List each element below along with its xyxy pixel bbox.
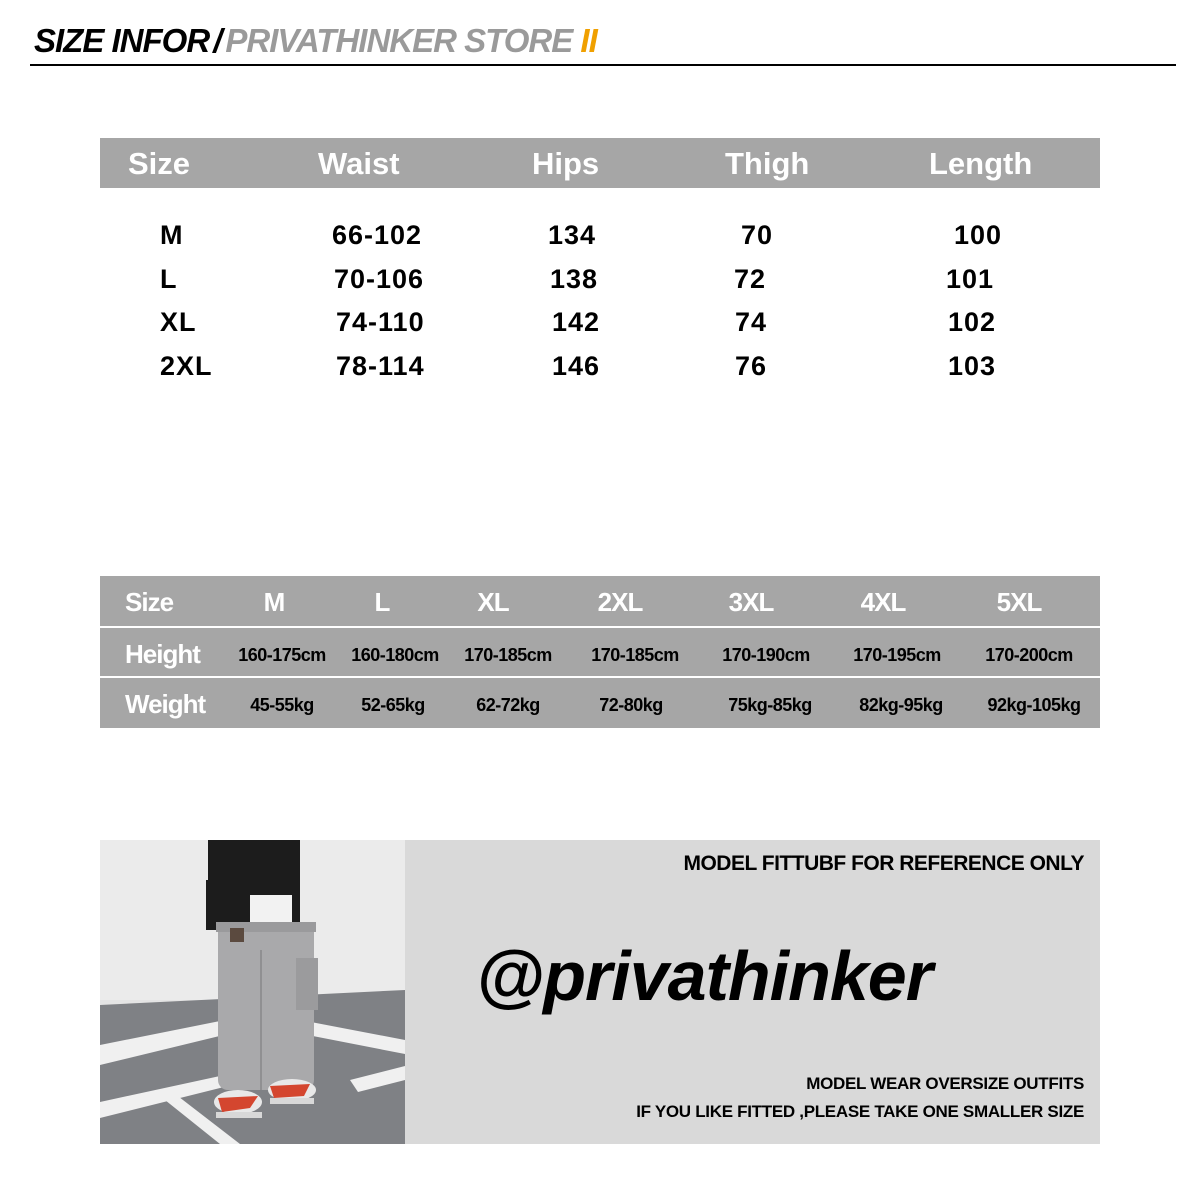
cell-thigh: 76: [735, 351, 768, 381]
model-note-oversize: MODEL WEAR OVERSIZE OUTFITS: [806, 1074, 1084, 1093]
col-hips: Hips: [532, 146, 600, 181]
fit-height-cell: 160-180cm: [351, 645, 439, 665]
fit-weight-cell: 75kg-85kg: [728, 695, 812, 715]
cell-hips: 146: [552, 351, 601, 381]
fit-size-cell: XL: [477, 587, 509, 617]
col-size: Size: [128, 146, 191, 181]
store-handle: @privathinker: [476, 937, 932, 1015]
measure-table-header: [100, 138, 1100, 188]
fit-weight-cell: 45-55kg: [250, 695, 314, 715]
fit-weight-cell: 72-80kg: [599, 695, 663, 715]
fit-size-cell: M: [263, 587, 285, 617]
cell-length: 103: [948, 351, 997, 381]
fit-size-cell: 2XL: [597, 587, 643, 617]
col-length: Length: [929, 146, 1033, 181]
fit-height-label: Height: [125, 639, 200, 669]
table-row: [100, 307, 1100, 347]
cell-size: XL: [160, 307, 197, 337]
fit-weight-cell: 82kg-95kg: [859, 695, 943, 715]
fit-height-cell: 170-185cm: [464, 645, 552, 665]
cell-thigh: 72: [734, 264, 767, 294]
cell-waist: 74-110: [336, 307, 425, 337]
fit-weight-cell: 92kg-105kg: [987, 695, 1081, 715]
cell-size: M: [160, 220, 184, 250]
fit-height-cell: 170-185cm: [591, 645, 679, 665]
page-title: SIZE INFOR: [34, 22, 210, 59]
cell-hips: 138: [550, 264, 599, 294]
page-header: [30, 20, 1176, 66]
model-photo: [100, 840, 405, 1144]
store-name: PRIVATHINKER STORE: [225, 22, 573, 59]
cell-waist: 70-106: [334, 264, 425, 294]
header-separator: /: [213, 22, 222, 59]
cell-thigh: 74: [735, 307, 768, 337]
fit-size-label: Size: [125, 587, 174, 617]
fit-height-cell: 160-175cm: [238, 645, 326, 665]
fit-weight-row: [100, 676, 1100, 728]
fit-table: [100, 576, 1100, 728]
cell-thigh: 70: [741, 220, 774, 250]
header-text: [34, 22, 597, 60]
table-row: [100, 264, 1100, 304]
fit-height-cell: 170-190cm: [722, 645, 810, 665]
fit-weight-cell: 52-65kg: [361, 695, 425, 715]
model-note-fitted: IF YOU LIKE FITTED ,PLEASE TAKE ONE SMALLER SIZE: [636, 1102, 1084, 1121]
cell-size: 2XL: [160, 351, 213, 381]
cell-hips: 134: [548, 220, 597, 250]
table-row: [100, 220, 1100, 260]
cell-length: 100: [954, 220, 1003, 250]
table-row: [100, 351, 1100, 391]
fit-size-cell: L: [374, 587, 390, 617]
model-reference-note: MODEL FITTUBF FOR REFERENCE ONLY: [683, 852, 1084, 875]
cell-size: L: [160, 264, 178, 294]
cell-waist: 78-114: [336, 351, 425, 381]
fit-weight-label: Weight: [125, 689, 206, 719]
cell-waist: 66-102: [332, 220, 423, 250]
fit-height-cell: 170-200cm: [985, 645, 1073, 665]
store-mark: II: [580, 22, 597, 59]
fit-height-cell: 170-195cm: [853, 645, 941, 665]
col-waist: Waist: [318, 146, 400, 181]
fit-size-row: [100, 576, 1100, 626]
cell-length: 101: [946, 264, 995, 294]
fit-size-cell: 4XL: [860, 587, 906, 617]
fit-size-cell: 3XL: [728, 587, 774, 617]
fit-weight-cell: 62-72kg: [476, 695, 540, 715]
model-reference-panel: [100, 840, 1100, 1144]
col-thigh: Thigh: [725, 146, 810, 181]
cell-hips: 142: [552, 307, 601, 337]
fit-size-cell: 5XL: [996, 587, 1042, 617]
fit-height-row: [100, 626, 1100, 678]
cell-length: 102: [948, 307, 997, 337]
